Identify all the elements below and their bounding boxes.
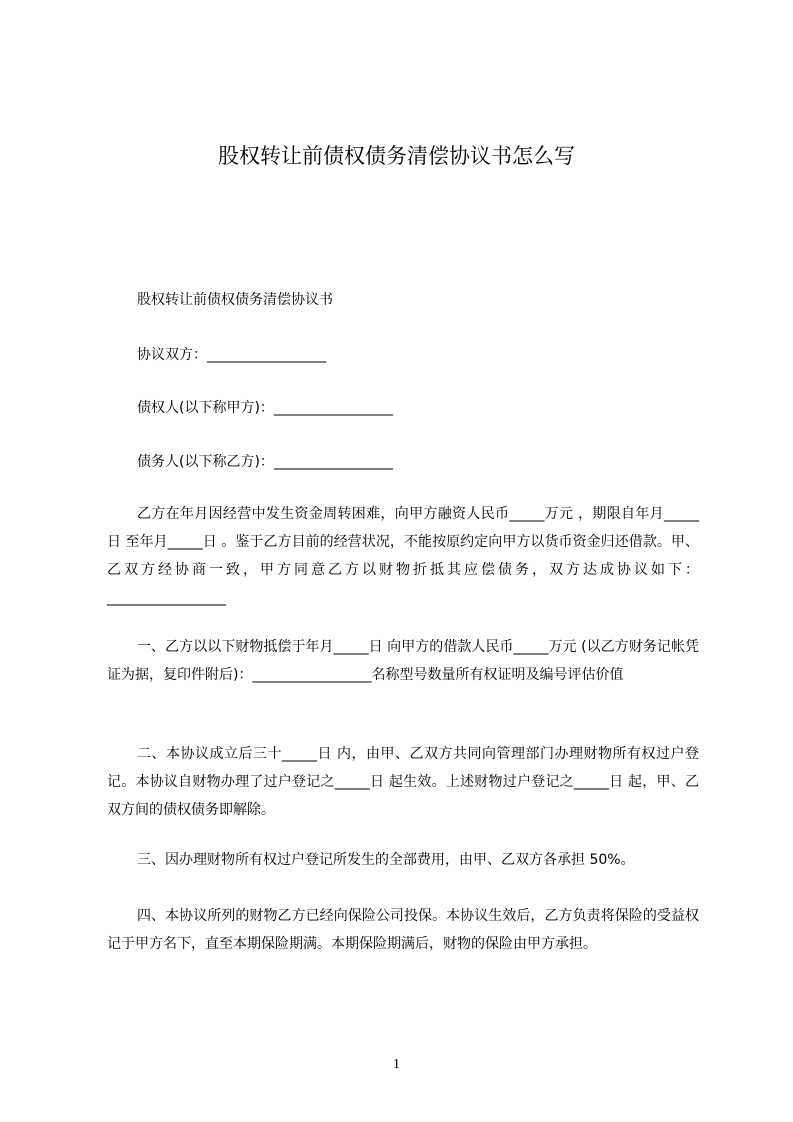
debtor-label: 债务人(以下称乙方)： bbox=[137, 454, 274, 470]
debtor-blank: _________________ bbox=[273, 454, 393, 470]
creditor-label: 债权人(以下称甲方)： bbox=[137, 400, 274, 416]
page-number: 1 bbox=[393, 1057, 400, 1072]
parties-line bbox=[137, 345, 326, 365]
agreement-heading: 股权转让前债权债务清偿协议书 bbox=[137, 292, 333, 308]
creditor-line bbox=[137, 398, 393, 418]
debtor-line bbox=[137, 452, 393, 472]
clause-2: 二、本协议成立后三十_____日 内，由甲、乙双方共同向管理部门办理财物所有权过户登记。本协议自财物办理了过户登记之_____日 起生效。上述财物过户登记之_____日 起，甲、乙双方间的债权债务即解除。 bbox=[107, 746, 699, 818]
parties-label: 协议双方： bbox=[137, 347, 207, 363]
clause-3: 三、因办理财物所有权过户登记所发生的全部费用，由甲、乙双方各承担 50%。 bbox=[137, 852, 635, 868]
parties-blank: _________________ bbox=[207, 347, 326, 363]
creditor-blank: _________________ bbox=[273, 400, 393, 416]
clause-1: 一、乙方以以下财物抵偿于年月_____日 向甲方的借款人民币_____万元 (以乙方财务记帐凭证为据，复印件附后)：_________________名称型号数量所有权证明及编号评估价值 bbox=[107, 639, 699, 683]
clause-4: 四、本协议所列的财物乙方已经向保险公司投保。本协议生效后，乙方负责将保险的受益权记于甲方名下，直至本期保险期满。本期保险期满后，财物的保险由甲方承担。 bbox=[107, 908, 699, 952]
intro-paragraph: 乙方在年月因经营中发生资金周转困难，向甲方融资人民币_____万元 ，期限自年月_____日 至年月_____日 。鉴于乙方目前的经营状况，不能按原约定向甲方以货币资金归还借款。甲、乙双方经协商一致，甲方同意乙方以财物折抵其应偿债务，双方达成协议如下：_________________ bbox=[107, 506, 699, 606]
document-title: 股权转让前债权债务清偿协议书怎么写 bbox=[218, 144, 575, 168]
